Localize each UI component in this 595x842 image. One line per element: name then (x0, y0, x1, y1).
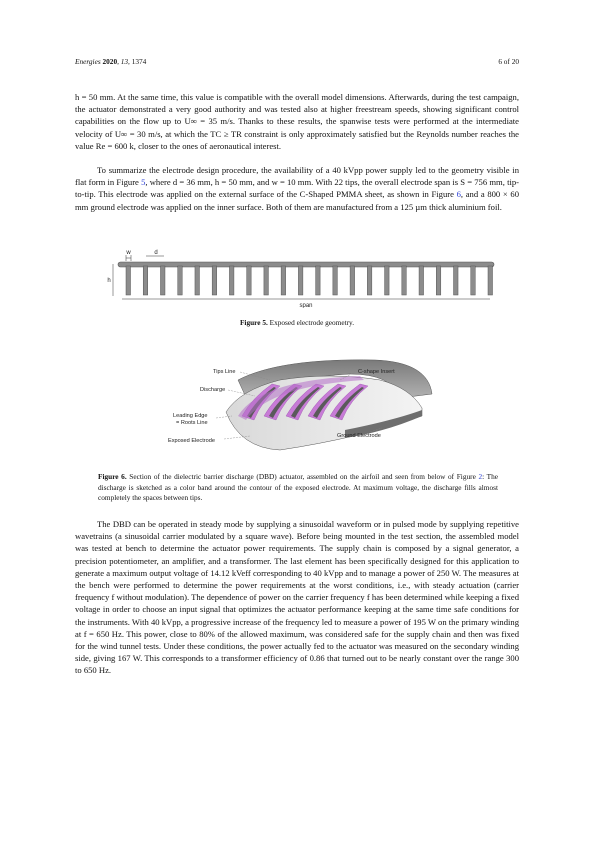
figure-5-caption-text: Exposed electrode geometry. (269, 318, 355, 327)
electrode-tip (143, 266, 148, 295)
electrode-tip (247, 266, 252, 295)
journal-volume: 13 (120, 57, 129, 66)
p2-text-b: , where d = 36 mm, h = 50 mm, and w = 10 mm. With 22 tips, the overall electrode span is S = 756 mm, tip-to-tip. This electrode was applied on the external surface of the C-Shaped PMMA sheet, as shown in Figure (75, 177, 519, 200)
electrode-tip (367, 266, 372, 295)
label-d: d (154, 250, 158, 256)
figure-6-caption-label: Figure 6. (98, 472, 127, 481)
electrode-tip (402, 266, 407, 295)
label-tips-line: Tips Line (213, 369, 236, 375)
label-h: h (107, 278, 111, 284)
electrode-tip (264, 266, 269, 295)
electrode-tip (195, 266, 200, 295)
electrode-tip (385, 266, 390, 295)
figure-5-link[interactable]: 5 (141, 177, 146, 188)
electrode-tip (488, 266, 493, 295)
paragraph-3: The DBD can be operated in steady mode by supplying a sinusoidal waveform or in pulsed mode by supplying repetitive wavetrains (a sinusoidal carrier modulated by a square wave). Before being mounted in the test section, the assembled model was tested at bench to determine the actuator power requirements. The supply chain is composed by a signal generator, a precision potentiometer, an amplifier, and a transformer. The last element has been specifically designed for this application to generate a maximum output voltage of 14.12 kVeff corresponding to 40 kVpp and to manage a power of 250 W. The measures at the bench were performed to determine the power requirements at the worst conditions, i.e., with steady actuation (carrier frequency f without modulation). The dependence of power on the carrier frequency f has been determined while keeping a fixed voltage in order to choose an input signal that optimizes the actuator performance keeping at the same time safe conditions for the instruments. With 40 kVpp, a progressive increase of the frequency led to measure a power of 195 W on the primary winding at f = 650 Hz. This power, close to 80% of the allowed maximum, was considered safe for the supply chain and then was fixed for the wind tunnel tests. Under these conditions, the power actually fed to the actuator was measured on the secondary winding side, giving 167 W. This corresponds to a transformer efficiency of 0.86 that turned out to be nearly constant over the range 300 to 650 Hz. (75, 519, 519, 676)
label-discharge: Discharge (200, 387, 226, 393)
figure-6-link[interactable]: 6 (456, 189, 461, 200)
figure-6-caption-text-a: Section of the dielectric barrier discharge (DBD) actuator, assembled on the airfoil and seen from below of Figure (129, 472, 479, 481)
electrode-tip (436, 266, 441, 295)
electrode-tip (454, 266, 459, 295)
p2-text-a: To summarize the electrode design procedure, the availability of a 40 kVpp power supply led to the geometry visible in flat form in Figure (75, 165, 519, 188)
running-header: Energies 2020, 13, 1374 (75, 57, 147, 66)
paragraph-1: h = 50 mm. At the same time, this value is compatible with the overall model dimensions. Afterwards, during the test campaign, the actuator demonstrated a very good authority and was tested also at higher freestream speeds, showing significant control capabilities on the flow up to U∞ = 35 m/s. Thanks to these results, the spanwise tests were performed at the intermediate velocity of U∞ = 30 m/s, at which the TC ≥ TR constraint is only approximately satisfied but the Reynolds number reaches the value Re = 600 k, closer to the ones of aeronautical interest. (75, 92, 519, 151)
figure-2-link[interactable]: 2 (478, 472, 483, 481)
paragraph-2 (75, 164, 519, 213)
electrode-tip (471, 266, 476, 295)
electrode-tip (229, 266, 234, 295)
page-number: 6 of 20 (498, 57, 519, 66)
electrode-tip (419, 266, 424, 295)
figure-5-caption (75, 318, 519, 327)
electrode-tip (350, 266, 355, 295)
figure-6-caption-text-b: : The discharge is sketched as a color band around the contour of the exposed electrode. At maximum voltage, the discharge fills almost completely the spaces between tips. (98, 472, 498, 502)
label-span: span (299, 303, 313, 308)
electrode-tip (298, 266, 303, 295)
label-ground-electrode: Ground Electrode (337, 433, 381, 439)
electrode-tip (212, 266, 217, 295)
figure-6-dbd-actuator (160, 350, 450, 460)
label-w: w (126, 250, 131, 256)
article-number: 1374 (131, 57, 147, 66)
label-c-shape-insert: C-shape Insert (358, 369, 395, 375)
label-roots-line: = Roots Line (176, 420, 208, 426)
p2-text-c: , and a 800 × 60 mm ground electrode was applied on the inner surface. Both of them are manufactured from a 125 µm thick aluminium foil. (75, 189, 519, 212)
label-exposed-electrode: Exposed Electrode (168, 438, 215, 444)
journal-name: Energies (75, 57, 101, 66)
electrode-tip (281, 266, 286, 295)
electrode-tip (178, 266, 183, 295)
journal-year: 2020 (102, 57, 118, 66)
electrode-tip (333, 266, 338, 295)
electrode-tip (126, 266, 131, 295)
electrode-tips (126, 266, 493, 295)
electrode-tip (316, 266, 321, 295)
figure-5-caption-label: Figure 5. (239, 318, 268, 327)
label-leading-edge: Leading Edge (173, 413, 208, 419)
electrode-tip (160, 266, 165, 295)
figure-6-caption (98, 472, 498, 504)
figure-5-electrode-geometry (100, 246, 500, 308)
